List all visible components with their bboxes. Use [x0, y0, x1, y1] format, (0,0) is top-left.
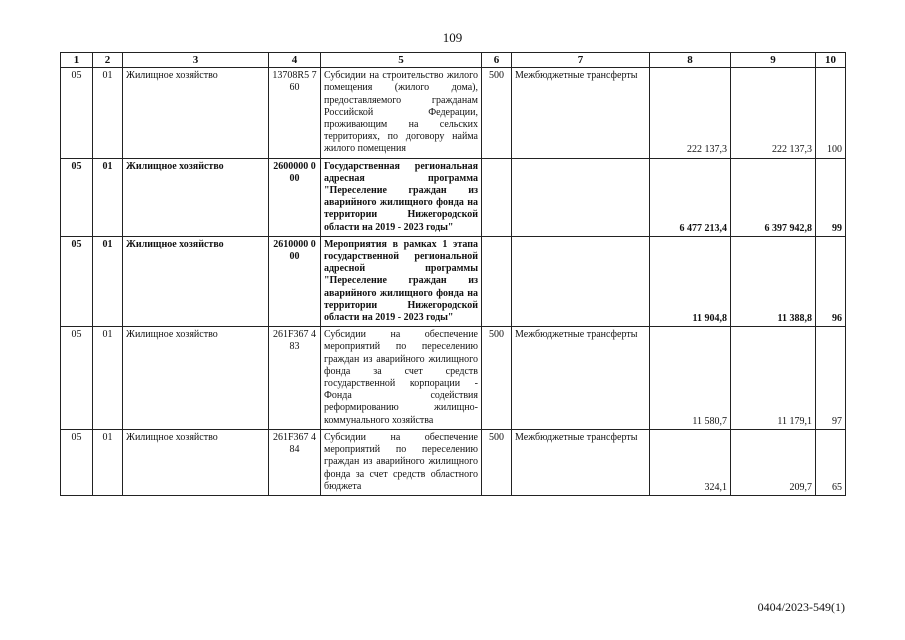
subsection-code: 01 [93, 158, 123, 236]
document-code: 0404/2023-549(1) [757, 600, 845, 614]
column-header: 10 [816, 53, 846, 68]
column-header: 5 [321, 53, 482, 68]
section-code: 05 [61, 68, 93, 158]
section-name: Жилищное хозяйство [123, 158, 269, 236]
execution-percent: 97 [816, 327, 846, 430]
section-code: 05 [61, 429, 93, 495]
table-row [61, 327, 846, 430]
expense-type-name: Межбюджетные трансферты [512, 68, 650, 158]
table-row [61, 429, 846, 495]
subsection-code: 01 [93, 236, 123, 326]
actual-amount: 222 137,3 [731, 68, 816, 158]
actual-amount: 209,7 [731, 429, 816, 495]
execution-percent: 100 [816, 68, 846, 158]
planned-amount: 11 904,8 [650, 236, 731, 326]
section-name: Жилищное хозяйство [123, 327, 269, 430]
section-code: 05 [61, 327, 93, 430]
column-header: 6 [482, 53, 512, 68]
expense-type-code [482, 236, 512, 326]
expense-type-code: 500 [482, 429, 512, 495]
target-code: 2610000 000 [269, 236, 321, 326]
execution-percent: 65 [816, 429, 846, 495]
section-name: Жилищное хозяйство [123, 68, 269, 158]
execution-percent: 96 [816, 236, 846, 326]
section-code: 05 [61, 236, 93, 326]
target-code: 261F367 484 [269, 429, 321, 495]
section-name: Жилищное хозяйство [123, 236, 269, 326]
planned-amount: 222 137,3 [650, 68, 731, 158]
page-number: 109 [442, 30, 463, 45]
section-code: 05 [61, 158, 93, 236]
target-code: 2600000 000 [269, 158, 321, 236]
subsection-code: 01 [93, 68, 123, 158]
item-description: Субсидии на обеспечение мероприятий по переселению граждан из аварийного жилищного фонда за счет средств областного бюджета [321, 429, 482, 495]
column-header: 7 [512, 53, 650, 68]
planned-amount: 6 477 213,4 [650, 158, 731, 236]
actual-amount: 11 179,1 [731, 327, 816, 430]
item-description: Мероприятия в рамках 1 этапа государственной региональной адресной программы "Переселение граждан из аварийного жилищного фонда на территории Нижегородской области на 2019 - 2023 годы" [321, 236, 482, 326]
expense-type-name [512, 158, 650, 236]
column-header: 4 [269, 53, 321, 68]
expense-type-code [482, 158, 512, 236]
budget-table [60, 52, 846, 496]
table-row [61, 68, 846, 158]
expense-type-name: Межбюджетные трансферты [512, 429, 650, 495]
target-code: 261F367 483 [269, 327, 321, 430]
execution-percent: 99 [816, 158, 846, 236]
item-description: Субсидии на строительство жилого помещения (жилого дома), предоставляемого гражданам Российской Федерации, проживающим на сельских территориях, по договору найма жилого помещения [321, 68, 482, 158]
table-row [61, 158, 846, 236]
subsection-code: 01 [93, 327, 123, 430]
table-row [61, 236, 846, 326]
planned-amount: 11 580,7 [650, 327, 731, 430]
expense-type-code: 500 [482, 327, 512, 430]
column-header: 2 [93, 53, 123, 68]
column-header: 1 [61, 53, 93, 68]
planned-amount: 324,1 [650, 429, 731, 495]
expense-type-code: 500 [482, 68, 512, 158]
header-row [61, 53, 846, 68]
actual-amount: 6 397 942,8 [731, 158, 816, 236]
actual-amount: 11 388,8 [731, 236, 816, 326]
target-code: 13708R5 760 [269, 68, 321, 158]
column-header: 3 [123, 53, 269, 68]
expense-type-name: Межбюджетные трансферты [512, 327, 650, 430]
section-name: Жилищное хозяйство [123, 429, 269, 495]
subsection-code: 01 [93, 429, 123, 495]
expense-type-name [512, 236, 650, 326]
item-description: Субсидии на обеспечение мероприятий по переселению граждан из аварийного жилищного фонда за счет средств государственной корпорации - Фонда содействия реформированию жилищно-коммунального хозяйства [321, 327, 482, 430]
column-header: 9 [731, 53, 816, 68]
item-description: Государственная региональная адресная программа "Переселение граждан из аварийного жилищного фонда на территории Нижегородской области на 2019 - 2023 годы" [321, 158, 482, 236]
column-header: 8 [650, 53, 731, 68]
